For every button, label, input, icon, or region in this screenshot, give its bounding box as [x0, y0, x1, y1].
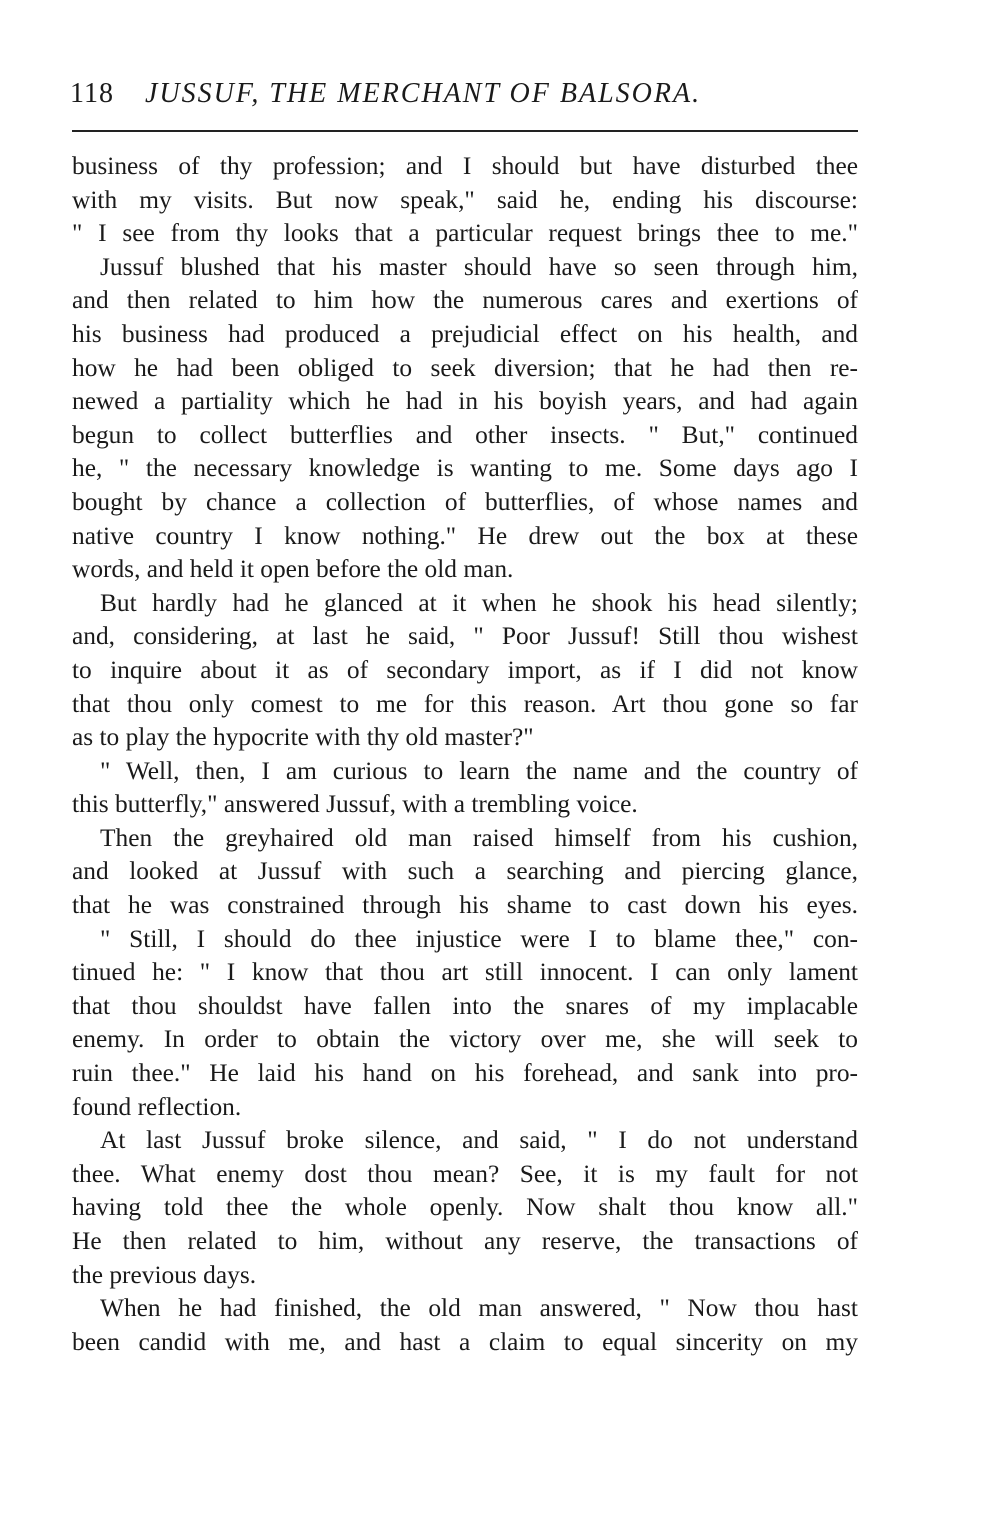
- text-line: bought by chance a collection of butterflies, of whose names and: [72, 487, 858, 516]
- text-line: and looked at Jussuf with such a searching and piercing glance,: [72, 857, 858, 886]
- text-line: He then related to him, without any reserve, the transactions of: [72, 1227, 858, 1255]
- text-line: been candid with me, and hast a claim to equal sincerity on my: [72, 1327, 858, 1356]
- page-number: 118: [70, 78, 114, 109]
- text-line: his business had produced a prejudicial effect on his health, and: [72, 319, 858, 348]
- text-line: the previous days.: [72, 1260, 257, 1289]
- text-line: Then the greyhaired old man raised himself from his cushion,: [100, 823, 858, 852]
- text-line: and, considering, at last he said, " Poor Jussuf! Still thou wishest: [72, 622, 858, 651]
- text-line: and then related to him how the numerous cares and exertions of: [72, 286, 858, 315]
- header-rule: [72, 130, 858, 132]
- text-line: that thou shouldst have fallen into the snares of my implacable: [72, 991, 858, 1020]
- text-line: as to play the hypocrite with thy old master?": [72, 723, 534, 752]
- text-line: this butterfly," answered Jussuf, with a trembling voice.: [72, 790, 638, 819]
- text-line: words, and held it open before the old man.: [72, 555, 514, 584]
- text-line: But hardly had he glanced at it when he shook his head silently;: [100, 588, 858, 617]
- running-title: JUSSUF, THE MERCHANT OF BALSORA.: [145, 78, 702, 109]
- text-line: " Well, then, I am curious to learn the name and the country of: [100, 756, 858, 785]
- running-header: [70, 78, 860, 118]
- text-line: business of thy profession; and I should but have disturbed thee: [72, 152, 858, 180]
- text-line: that thou only comest to me for this reason. Art thou gone so far: [72, 689, 858, 718]
- text-line: thee. What enemy dost thou mean? See, it is my fault for not: [72, 1159, 858, 1188]
- text-line: to inquire about it as of secondary import, as if I did not know: [72, 655, 858, 684]
- text-line: having told thee the whole openly. Now shalt thou know all.": [72, 1193, 858, 1222]
- text-line: enemy. In order to obtain the victory over me, she will seek to: [72, 1025, 858, 1054]
- body-text: [72, 150, 858, 1359]
- text-line: with my visits. But now speak," said he, ending his discourse:: [72, 185, 858, 214]
- text-line: begun to collect butterflies and other insects. " But," continued: [72, 420, 858, 449]
- text-line: " I see from thy looks that a particular request brings thee to me.": [72, 219, 858, 248]
- text-line: he, " the necessary knowledge is wanting to me. Some days ago I: [72, 454, 858, 483]
- text-line: found reflection.: [72, 1092, 242, 1121]
- text-line: " Still, I should do thee injustice were I to blame thee," con-: [100, 924, 858, 953]
- text-line: Jussuf blushed that his master should have so seen through him,: [100, 252, 858, 281]
- text-line: tinued he: " I know that thou art still innocent. I can only lament: [72, 958, 858, 987]
- text-line: ruin thee." He laid his hand on his forehead, and sank into pro-: [72, 1059, 858, 1088]
- text-line: newed a partiality which he had in his boyish years, and had again: [72, 387, 858, 416]
- text-line: that he was constrained through his shame to cast down his eyes.: [72, 891, 858, 920]
- text-line: how he had been obliged to seek diversion; that he had then re-: [72, 353, 858, 382]
- text-line: When he had finished, the old man answered, " Now thou hast: [100, 1294, 858, 1323]
- text-line: At last Jussuf broke silence, and said, " I do not understand: [100, 1126, 858, 1155]
- text-line: native country I know nothing." He drew out the box at these: [72, 521, 858, 550]
